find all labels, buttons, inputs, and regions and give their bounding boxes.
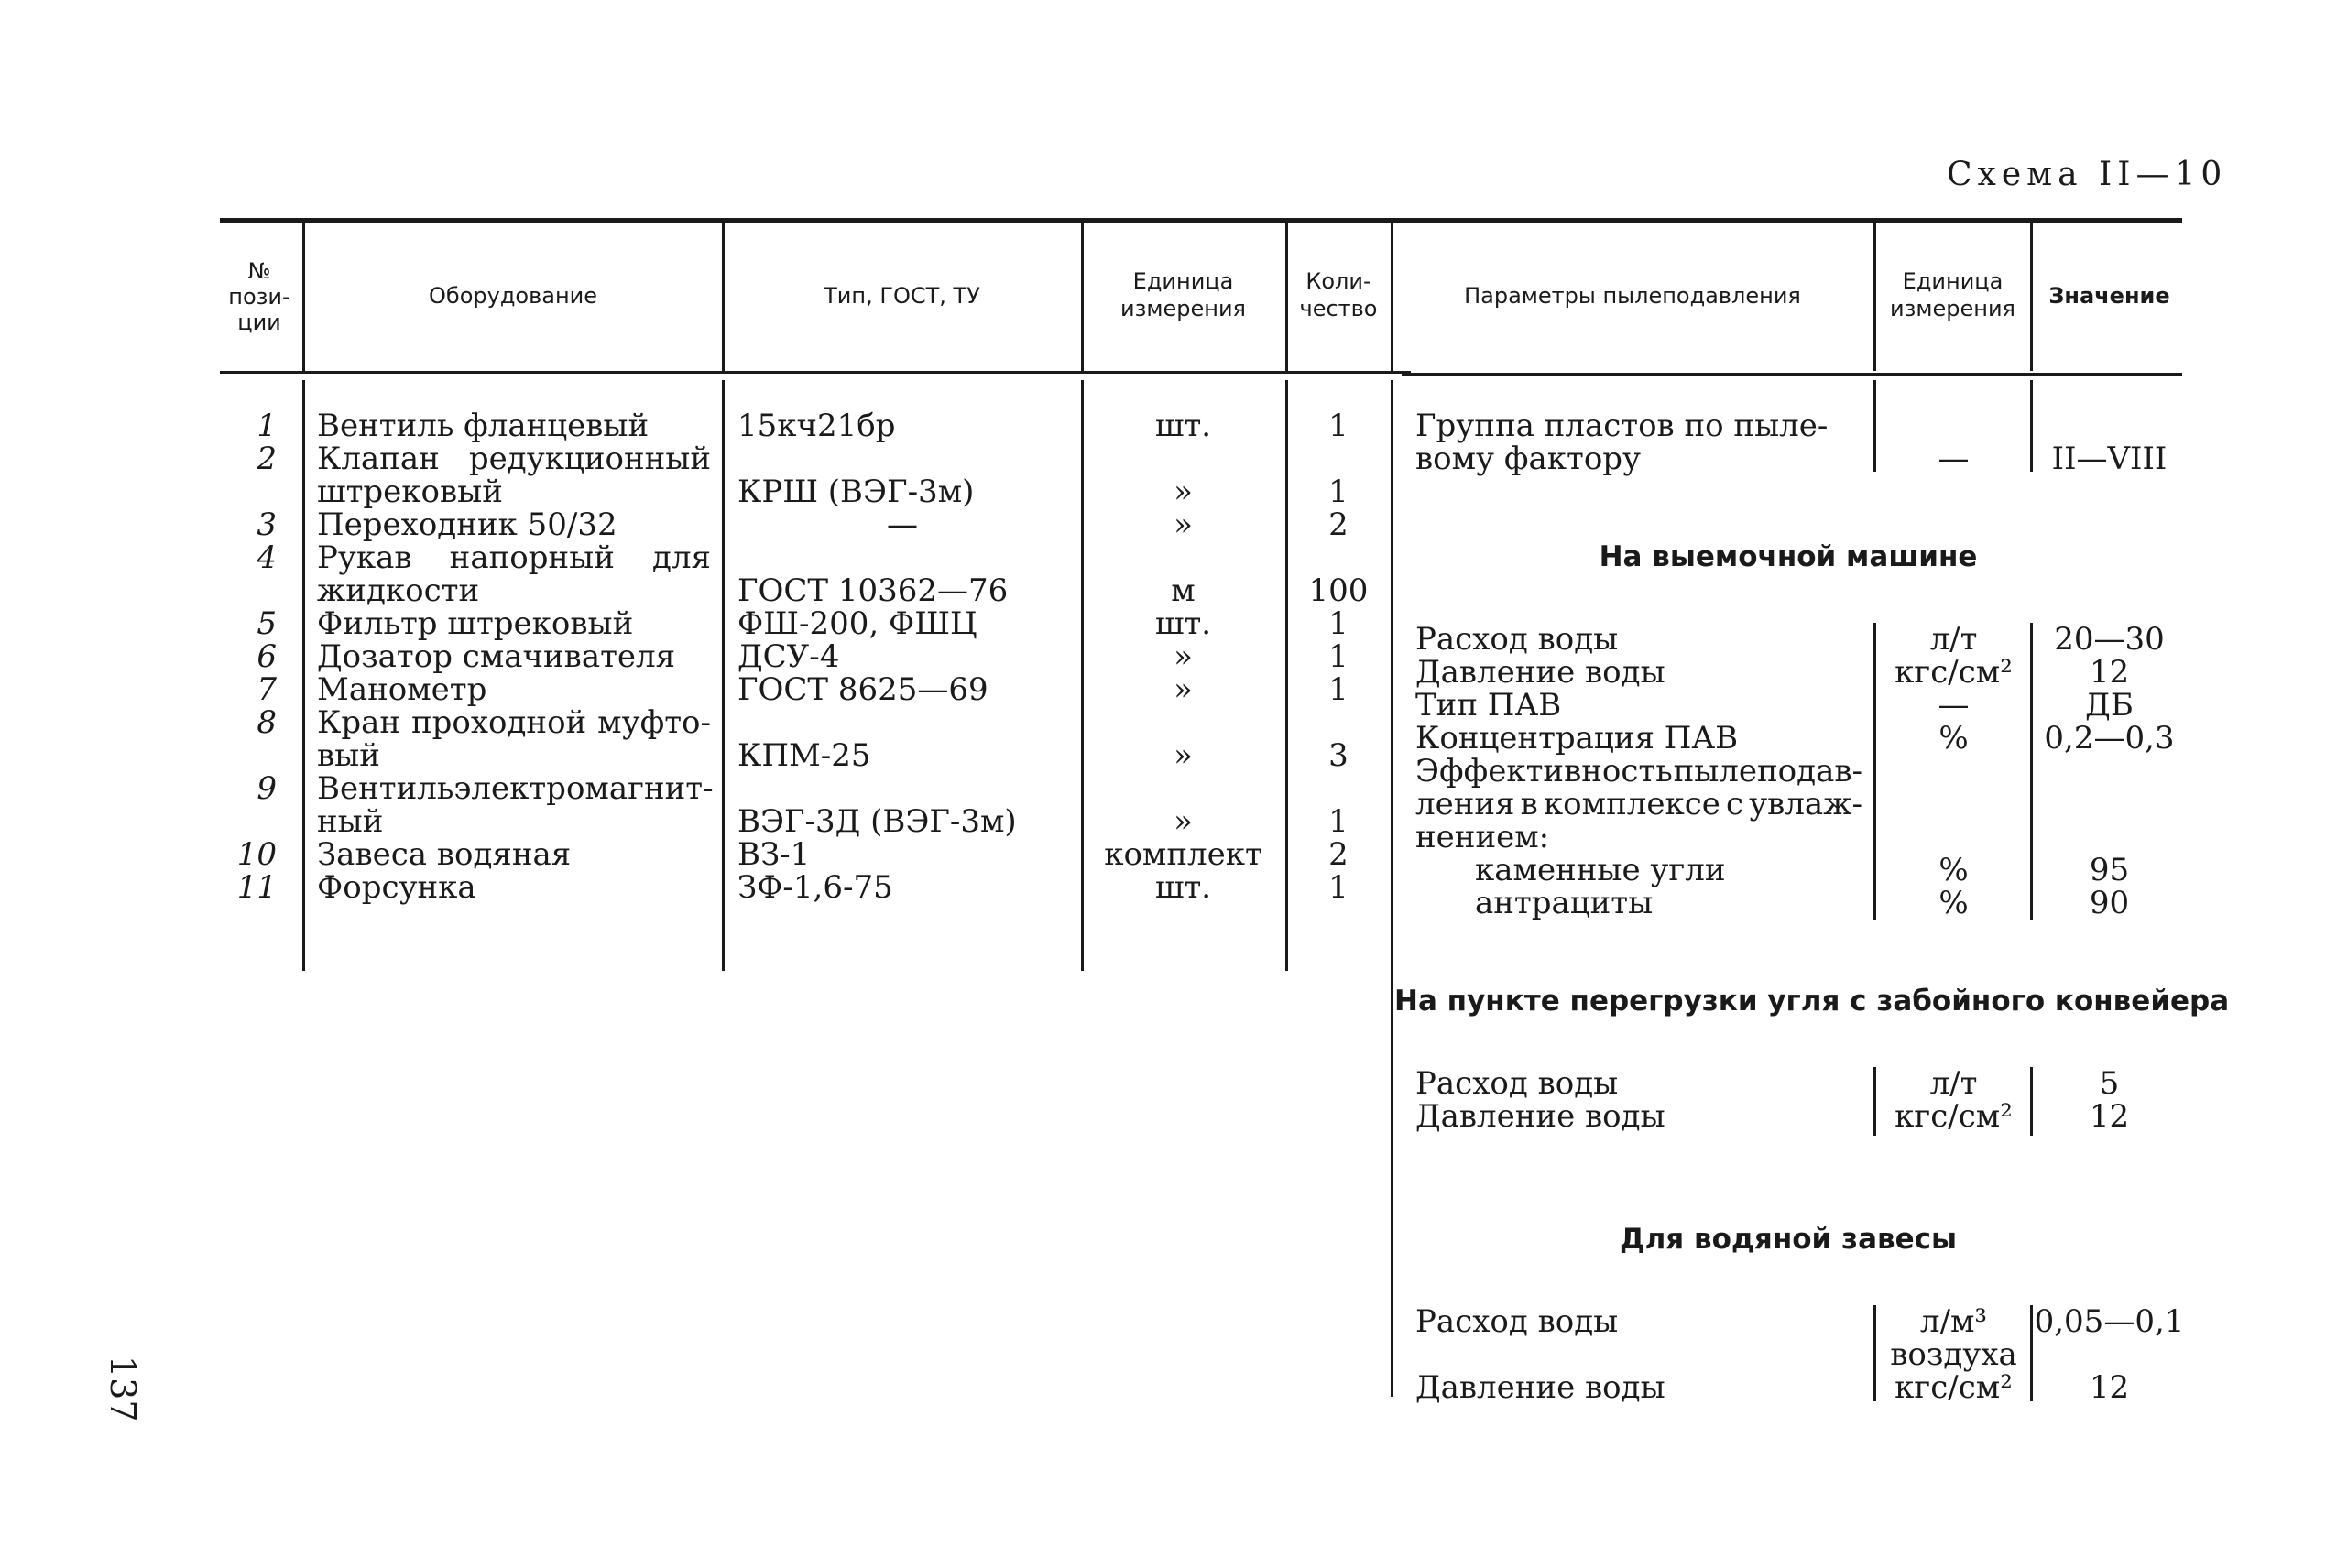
row-equipment: Манометр [317,671,487,708]
word: проходной [410,704,587,741]
left-header-rule [220,371,1411,374]
column-divider [722,380,725,971]
param-name [1415,788,1862,821]
row-pos: 11 [236,869,277,906]
row-type: КРШ (ВЭГ-3м) [737,474,975,510]
row-qty: 1 [1328,408,1349,444]
row-equipment: жидкости [317,572,480,609]
param-value: 95 [2089,852,2130,888]
row-unit: » [1174,506,1193,543]
word: с [1726,786,1744,822]
param-unit: % [1938,720,1969,757]
param-unit: кгс/см² [1895,654,2013,691]
row-equipment [317,541,711,574]
param-value: 5 [2099,1065,2120,1102]
param-unit: л/т [1929,621,1978,658]
s2-value-divider [2030,1067,2033,1136]
header-qty: Коли- чество [1299,268,1378,321]
row-unit: комплект [1104,836,1262,873]
param-unit: — [1938,687,1970,724]
row-pos: 8 [257,704,277,741]
header-divider [1081,223,1084,371]
word: Вентиль [317,770,454,807]
param-value: 12 [2089,654,2130,691]
row-type: КПМ-25 [737,737,871,774]
word: ления [1415,786,1515,822]
row-unit: » [1174,737,1193,774]
row-type: ВЗ-1 [737,836,811,873]
row-unit: » [1174,671,1193,708]
group-value: II—VIII [2051,441,2168,477]
row-unit: » [1174,803,1193,840]
row-qty: 100 [1308,572,1369,609]
group-param-text: Группа пластов по пыле- [1415,408,1829,444]
row-pos: 2 [257,441,277,477]
row-type: 15кч21бр [737,408,896,444]
header-param-unit: Единица измерения [1890,268,2015,321]
row-unit: м [1171,572,1196,609]
header-unit: Единица измерения [1120,268,1246,321]
param-value: 20—30 [2054,621,2165,658]
param-name: Расход воды [1415,1065,1619,1102]
word: Кран [317,704,401,741]
row-type: — [887,506,918,543]
param-name: Расход воды [1415,621,1619,658]
header-divider [1391,223,1393,371]
param-unit: кгс/см² [1895,1369,2013,1406]
header-param: Параметры пылеподавления [1464,283,1801,309]
s1-value-divider [2030,623,2033,920]
word: редукционный [468,441,711,477]
param-value: 12 [2089,1369,2130,1406]
header-divider [1873,223,1876,371]
header-type: Тип, ГОСТ, ТУ [824,283,980,309]
column-divider [1081,380,1084,971]
row-qty: 1 [1328,638,1349,675]
row-type: ГОСТ 8625—69 [737,671,988,708]
row-equipment: вый [317,737,380,774]
word: увлаж- [1749,786,1862,822]
row-pos: 3 [257,506,277,543]
row-qty: 1 [1328,869,1349,906]
row-type: ФШ-200, ФШЦ [737,605,977,642]
param-unit: л/т [1929,1065,1978,1102]
param-value: 90 [2089,885,2130,921]
s3-value-divider [2030,1305,2033,1401]
param-name: Давление воды [1415,1369,1665,1406]
param-value: 0,2—0,3 [2044,720,2175,757]
param-unit: л/м³ [1919,1303,1988,1340]
row-qty: 1 [1328,671,1349,708]
row-qty: 2 [1328,836,1349,873]
word: в [1520,786,1538,822]
param-name: каменные угли [1475,852,1726,888]
param-unit: % [1938,852,1969,888]
row-equipment [317,442,711,475]
column-divider [302,380,305,971]
param-value: 0,05—0,1 [2034,1303,2185,1340]
param-name: Давление воды [1415,1098,1665,1135]
row-pos: 4 [257,539,277,576]
param-name: Расход воды [1415,1303,1619,1340]
page-number: 137 [103,1356,143,1422]
row-type: ЗФ-1,6-75 [737,869,893,906]
row-pos: 1 [257,408,277,444]
row-qty: 1 [1328,605,1349,642]
word: для [652,539,711,576]
word: Эффективность [1415,753,1673,789]
param-name: нением: [1415,819,1550,855]
row-pos: 5 [257,605,277,642]
header-pos: № пози- ции [228,258,290,335]
row-qty: 1 [1328,803,1349,840]
row-qty: 2 [1328,506,1349,543]
row-qty: 3 [1328,737,1349,774]
row-equipment: ный [317,803,384,840]
header-divider [722,223,725,371]
section-title: На пункте перегрузки угля с забойного конвейера [1394,985,2230,1018]
row-equipment: Фильтр штрековый [317,605,634,642]
row-equipment: Переходник 50/32 [317,506,617,543]
row-equipment: Дозатор смачивателя [317,638,676,675]
group-param-line-2: вому фактору [1415,441,1642,477]
row-pos: 7 [257,671,277,708]
word: муфто- [597,704,711,741]
row-pos: 6 [257,638,277,675]
word: электромагнит- [453,770,714,807]
s1-unit-divider [1873,623,1876,920]
header-value: Значение [2048,283,2170,309]
row-unit: » [1174,638,1193,675]
row-type: ВЭГ-3Д (ВЭГ-3м) [737,803,1017,840]
row-equipment: Вентиль фланцевый [317,408,650,444]
row-equipment: Форсунка [317,869,476,906]
param-value: ДБ [2085,687,2134,724]
param-name: Тип ПАВ [1415,687,1562,724]
row-type: ГОСТ 10362—76 [737,572,1009,609]
group-value-divider [2030,380,2033,472]
row-pos: 9 [257,770,277,807]
param-name: антрациты [1475,885,1654,921]
word: напорный [449,539,615,576]
row-equipment [317,706,711,739]
header-divider [2030,223,2033,371]
row-unit: шт. [1154,869,1212,906]
section-title: Для водяной завесы [1619,1223,1958,1256]
row-equipment: Завеса водяная [317,836,572,873]
right-left-border [1391,380,1393,1397]
param-unit: % [1938,885,1969,921]
word: Клапан [317,441,440,477]
group-param-line-1 [1415,409,1862,442]
word: Рукав [317,539,412,576]
header-equipment: Оборудование [429,283,597,309]
scheme-title: Схема II—10 [1947,156,2228,193]
row-equipment [317,770,714,807]
param-unit: кгс/см² [1895,1098,2013,1135]
param-unit: воздуха [1890,1336,2017,1373]
group-unit: — [1938,441,1970,477]
param-name: Давление воды [1415,654,1665,691]
row-unit: шт. [1154,408,1212,444]
param-value: 12 [2089,1098,2130,1135]
row-pos: 10 [236,836,277,873]
row-unit: » [1174,474,1193,510]
param-name [1415,755,1862,788]
word: пылеподав- [1673,753,1862,789]
group-unit-divider [1873,380,1876,472]
row-equipment: штрековый [317,474,503,510]
s3-unit-divider [1873,1305,1876,1401]
word: комплексе [1543,786,1720,822]
row-type: ДСУ-4 [737,638,840,675]
top-rule [220,218,2182,223]
row-qty: 1 [1328,474,1349,510]
s2-unit-divider [1873,1067,1876,1136]
section-title: На выемочной машине [1599,540,1978,573]
param-name: Концентрация ПАВ [1415,720,1739,757]
right-header-rule [1402,373,2182,376]
row-unit: шт. [1154,605,1212,642]
